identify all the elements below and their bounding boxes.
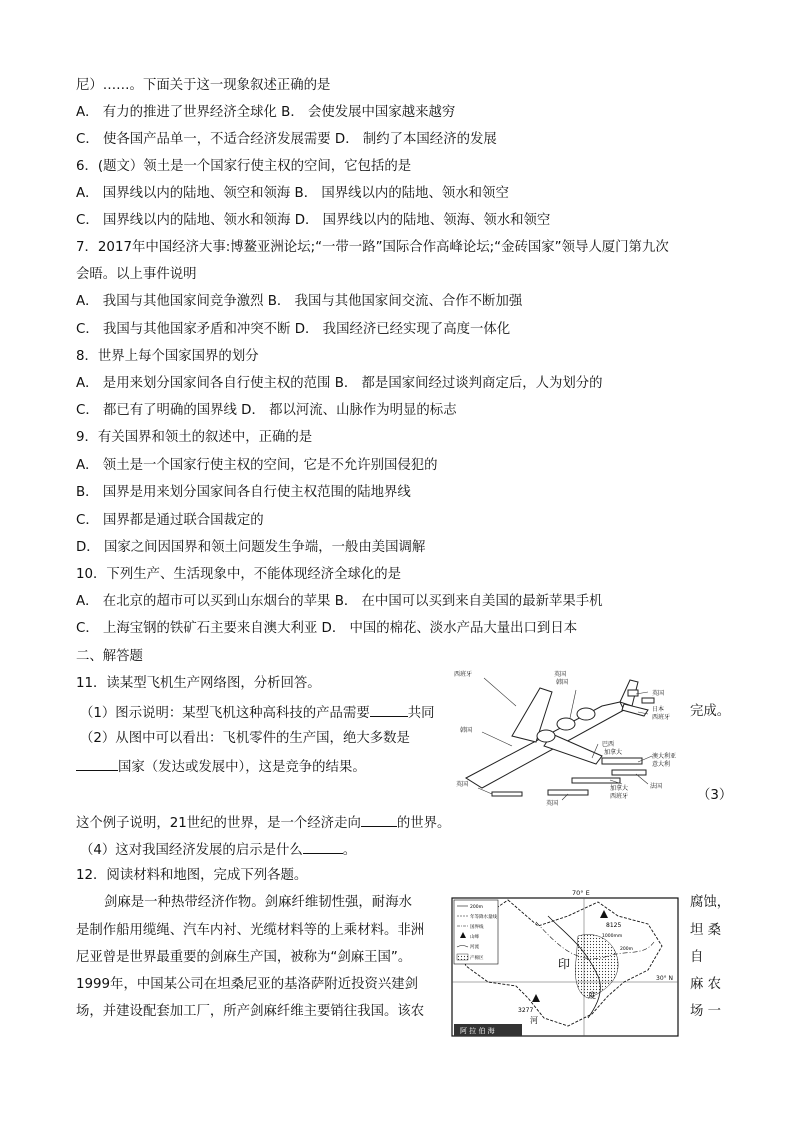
q12-material-line4: 1999年，中国某公司在坦桑尼亚的基洛萨附近投资兴建剑 (76, 977, 419, 992)
legend-border: 国界线 (470, 925, 484, 930)
q11-part2-line2 (76, 756, 366, 778)
map-peak-1-label: 8125 (606, 922, 622, 929)
label-canada-2: 加拿大 (610, 785, 629, 792)
q11-part3-number: （3） (697, 788, 733, 803)
label-spain-3: 西班牙 (610, 793, 629, 800)
india-map-figure (448, 886, 682, 1038)
q11-part3 (76, 812, 450, 834)
map-river-label-2: 度 (588, 991, 596, 1000)
map-sea-label: 阿 拉 伯 海 (460, 1027, 495, 1035)
q11-part3-text2: 的世界。 (396, 816, 451, 831)
label-brazil: 巴西 (602, 741, 615, 748)
q5-options-ab: A． 有力的推进了世界经济全球化 B． 会使发展中国家越来越穷 (76, 105, 456, 120)
label-uk-2: 英国 (652, 690, 665, 697)
label-korea-2: 韩国 (460, 727, 473, 734)
q12-material-line4-end: 麻 农 (690, 977, 722, 992)
q12-material-line2: 是制作船用缆绳、汽车内衬、光缆材料等的上乘材料。非洲 (76, 923, 425, 938)
label-korea-1: 韩国 (556, 679, 569, 686)
q10-options-cd: C． 上海宝钢的铁矿石主要来自澳大利亚 D． 中国的棉花、淡水产品大量出口到日本 (76, 621, 578, 636)
q11-part1-end: 完成。 (690, 704, 731, 719)
label-france: 法国 (650, 783, 663, 790)
q7-stem-line2: 会晤。以上事件说明 (76, 267, 197, 282)
label-spain-2: 西班牙 (652, 714, 671, 721)
q8-options-cd: C． 都已有了明确的国界线 D． 都以河流、山脉作为明显的标志 (76, 403, 457, 418)
q6-stem: 6．(题文）领土是一个国家行使主权的空间，它包括的是 (76, 159, 412, 174)
q12-stem: 12．阅读材料和地图，完成下列各题。 (76, 868, 308, 883)
airplane-production-figure (452, 666, 684, 808)
map-isoline-label: 200m (620, 947, 633, 952)
q12-material-line5: 场，并建设配套加工厂，所产剑麻纤维主要销往我国。该农 (76, 1004, 425, 1019)
map-river-label: 河 (530, 1016, 538, 1025)
label-uk-1: 英国 (554, 671, 567, 678)
q11-blank-2[interactable] (76, 756, 118, 771)
q9-option-a: A． 领土是一个国家行使主权的空间，它是不允许别国侵犯的 (76, 458, 438, 473)
map-peak-2-label: 3277 (518, 1007, 534, 1014)
q7-options-cd: C． 我国与其他国家矛盾和冲突不断 D． 我国经济已经实现了高度一体化 (76, 322, 511, 337)
q10-stem: 10．下列生产、生活现象中，不能体现经济全球化的是 (76, 567, 402, 582)
map-latitude-label: 30° N (656, 975, 674, 982)
q7-stem-line1: 7．2017年中国经济大事:博鳌亚洲论坛;“一带一路”国际合作高峰论坛;“金砖国家”领导人厦门第九次 (76, 240, 669, 255)
q6-options-cd: C． 国界线以内的陆地、领水和领海 D． 国界线以内的陆地、领海、领水和领空 (76, 213, 551, 228)
q7-options-ab: A． 我国与其他国家间竞争激烈 B． 我国与其他国家间交流、合作不断加强 (76, 294, 523, 309)
label-italy: 意大利 (652, 761, 671, 768)
q11-part1-text2: 共同 (407, 706, 435, 721)
legend-isohyet: 年等降水量线 (470, 915, 497, 920)
q9-option-b: B． 国界是用来划分国家间各自行使主权范围的陆地界线 (76, 485, 411, 500)
q5-options-cd: C． 使各国产品单一，不适合经济发展需要 D． 制约了本国经济的发展 (76, 132, 497, 147)
legend-peak: 山峰 (470, 935, 479, 940)
label-uk-3: 英国 (456, 781, 469, 788)
map-longitude-label: 70° E (572, 889, 590, 897)
q12-material-line3: 尼亚曾是世界最重要的剑麻生产国，被称为“剑麻王国”。 (76, 950, 412, 965)
map-contour-label: 1000mm (602, 934, 623, 939)
label-australia: 澳大利亚 (652, 753, 677, 760)
q6-options-ab: A． 国界线以内的陆地、领空和领海 B． 国界线以内的陆地、领水和领空 (76, 186, 509, 201)
q9-option-d: D． 国家之间因国界和领土问题发生争端，一般由美国调解 (76, 540, 426, 555)
q9-option-c: C． 国界都是通过联合国裁定的 (76, 513, 264, 528)
q11-blank-1[interactable] (370, 702, 408, 717)
q8-options-ab: A． 是用来划分国家间各自行使主权的范围 B． 都是国家间经过谈判商定后，人为划分的 (76, 376, 603, 391)
q8-stem: 8．世界上每个国家国界的划分 (76, 349, 259, 364)
q11-part1-text: （1）图示说明：某型飞机这种高科技的产品需要 (80, 706, 370, 721)
label-japan: 日本 (652, 706, 665, 713)
q11-part2-text: （2）从图中可以看出：飞机零件的生产国，绝大多数是 (80, 731, 410, 746)
legend-production: 产棉区 (470, 956, 484, 961)
q12-material-line3-end: 自 (690, 950, 704, 965)
q11-blank-4[interactable] (303, 839, 343, 854)
q5-stem: 尼）……。下面关于这一现象叙述正确的是 (76, 78, 331, 93)
q11-part4-end: 。 (342, 843, 357, 858)
q11-blank-3[interactable] (361, 812, 397, 827)
legend-200m: 200m (470, 905, 483, 910)
label-spain-1: 西班牙 (454, 671, 473, 678)
q11-part2-text2: 国家（发达或发展中），这是竞争的结果。 (118, 760, 366, 775)
map-country-label: 印 (558, 957, 571, 971)
map-legend (454, 900, 498, 964)
q12-material-line2-end: 坦 桑 (690, 923, 722, 938)
label-canada-1: 加拿大 (604, 749, 623, 756)
q11-part4-text: （4）这对我国经济发展的启示是什么 (80, 843, 303, 858)
q11-part3-text: 这个例子说明，21世纪的世界，是一个经济走向 (76, 816, 361, 831)
q11-part4 (80, 839, 356, 861)
q11-part1 (80, 702, 435, 724)
q12-material-line5-end: 场 一 (690, 1004, 722, 1019)
label-uk-4: 英国 (546, 800, 559, 807)
q10-options-ab: A． 在北京的超市可以买到山东烟台的苹果 B． 在中国可以买到来自美国的最新苹果手机 (76, 594, 603, 609)
q11-stem: 11．读某型飞机生产网络图，分析回答。 (76, 676, 321, 691)
q12-material-line1-end: 腐蚀， (690, 895, 731, 910)
legend-river: 河流 (470, 945, 479, 950)
section-heading: 二、解答题 (76, 649, 143, 664)
q12-material-line1: 剑麻是一种热带经济作物。剑麻纤维韧性强，耐海水 (104, 895, 412, 910)
q9-stem: 9．有关国界和领土的叙述中，正确的是 (76, 430, 313, 445)
